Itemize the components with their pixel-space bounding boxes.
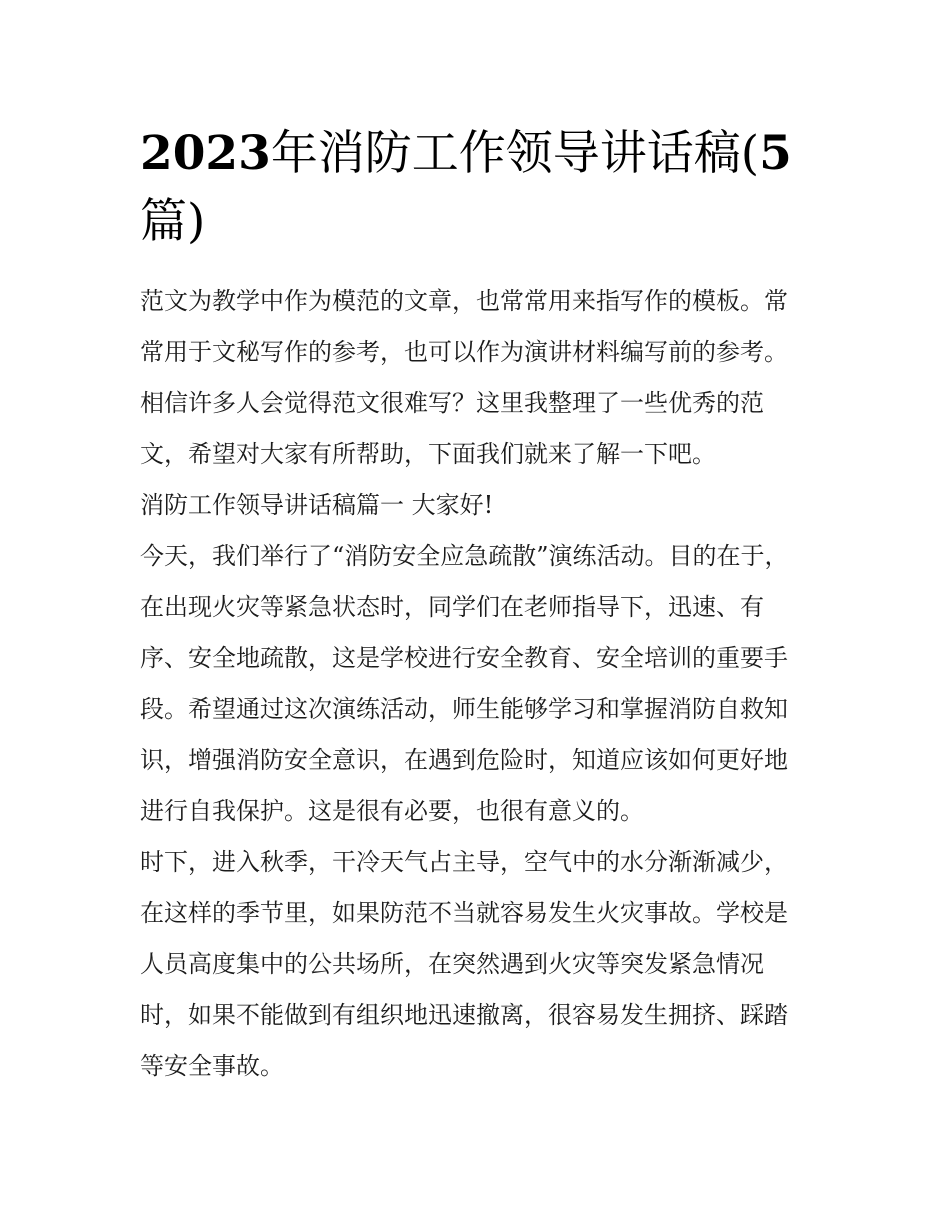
document-body bbox=[140, 276, 830, 1092]
document-title bbox=[140, 120, 820, 256]
body-line: 文，希望对大家有所帮助，下面我们就来了解一下吧。 bbox=[140, 440, 716, 468]
title-line-1 bbox=[140, 120, 820, 188]
body-line: 段。希望通过这次演练活动，师生能够学习和掌握消防自救知 bbox=[140, 695, 788, 723]
body-line: 常用于文秘写作的参考，也可以作为演讲材料编写前的参考。 bbox=[140, 338, 788, 366]
title-line-2: 篇) bbox=[140, 194, 206, 249]
body-line: 人员高度集中的公共场所，在突然遇到火灾等突发紧急情况 bbox=[140, 950, 764, 978]
title-year: 2023 bbox=[140, 126, 271, 181]
body-line: 范文为教学中作为模范的文章，也常常用来指写作的模板。常 bbox=[140, 287, 788, 315]
body-line: 识，增强消防安全意识，在遇到危险时，知道应该如何更好地 bbox=[140, 746, 788, 774]
body-line: 今天，我们举行了“消防安全应急疏散”演练活动。目的在于， bbox=[140, 542, 789, 570]
body-line: 序、安全地疏散，这是学校进行安全教育、安全培训的重要手 bbox=[140, 644, 788, 672]
body-line: 在这样的季节里，如果防范不当就容易发生火灾事故。学校是 bbox=[140, 899, 788, 927]
body-line: 等安全事故。 bbox=[140, 1052, 284, 1080]
title-count: 5 bbox=[759, 126, 792, 181]
body-line: 相信许多人会觉得范文很难写？这里我整理了一些优秀的范 bbox=[140, 389, 764, 417]
section-heading: 消防工作领导讲话稿篇一 大家好! bbox=[140, 491, 494, 519]
body-line: 时下，进入秋季，干冷天气占主导，空气中的水分渐渐减少， bbox=[140, 848, 788, 876]
title-text: 年消防工作领导讲话稿( bbox=[270, 126, 760, 181]
body-line: 时，如果不能做到有组织地迅速撤离，很容易发生拥挤、踩踏 bbox=[140, 1001, 788, 1029]
body-line: 在出现火灾等紧急状态时，同学们在老师指导下，迅速、有 bbox=[140, 593, 764, 621]
body-line: 进行自我保护。这是很有必要，也很有意义的。 bbox=[140, 797, 644, 825]
